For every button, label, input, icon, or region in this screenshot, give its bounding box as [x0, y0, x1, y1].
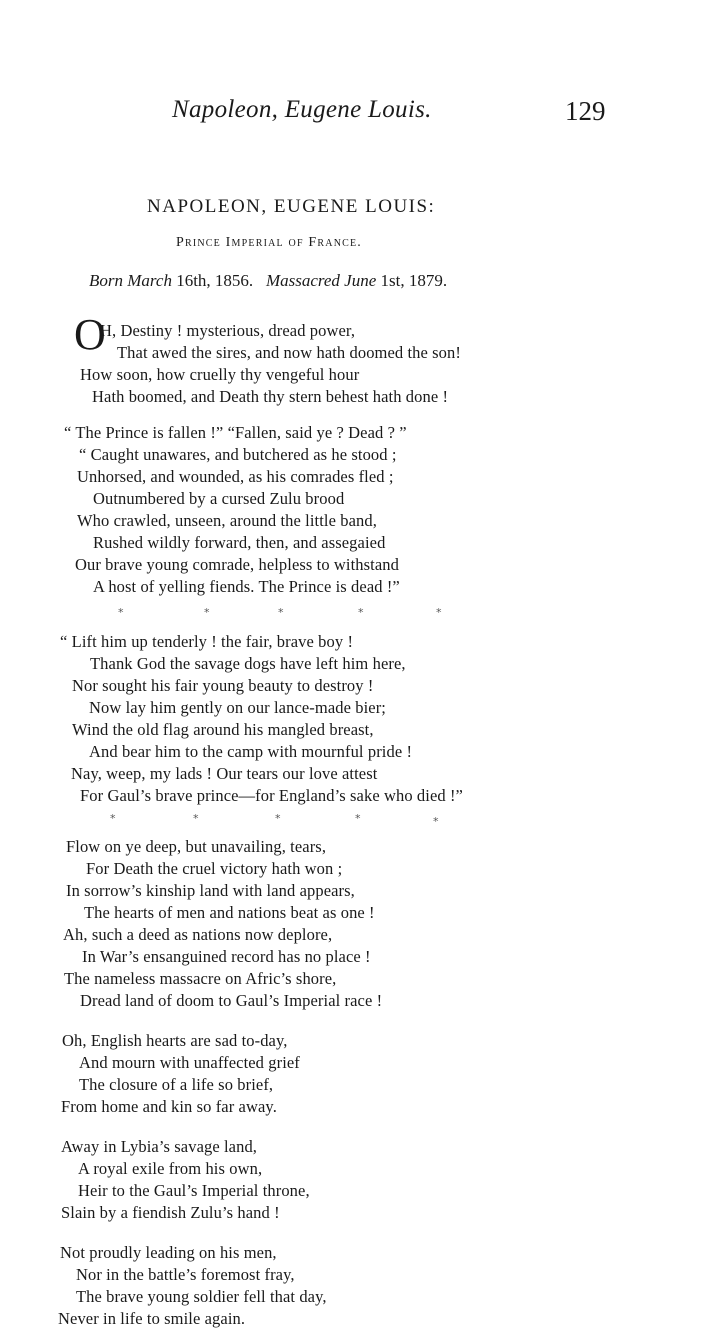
star-separator: *: [204, 606, 210, 619]
poem-line: Nor sought his fair young beauty to destroy !: [72, 676, 374, 695]
running-head: Napoleon, Eugene Louis.: [172, 96, 432, 123]
poem-line: In sorrow’s kinship land with land appears,: [66, 881, 355, 900]
star-separator: *: [275, 812, 281, 825]
poem-line: Our brave young comrade, helpless to withstand: [75, 555, 399, 574]
poem-dates: [89, 271, 447, 291]
poem-line: For Death the cruel victory hath won ;: [86, 859, 343, 878]
star-separator: *: [358, 606, 364, 619]
poem-line: Dread land of doom to Gaul’s Imperial race !: [80, 991, 383, 1010]
born-label: Born March: [89, 271, 172, 290]
poem-line: Unhorsed, and wounded, as his comrades fled ;: [77, 467, 394, 486]
page-number: 129: [565, 96, 606, 126]
poem-line: The hearts of men and nations beat as one !: [84, 903, 375, 922]
poem-line: The closure of a life so brief,: [79, 1075, 274, 1094]
poem-line: Thank God the savage dogs have left him here,: [90, 654, 406, 673]
poem-line: Heir to the Gaul’s Imperial throne,: [78, 1181, 310, 1200]
poem-line: H, Destiny ! mysterious, dread power,: [100, 321, 356, 340]
poem-line: And mourn with unaffected grief: [79, 1053, 300, 1072]
poem-line: “ Caught unawares, and butchered as he stood ;: [79, 445, 397, 464]
poem-line: Hath boomed, and Death thy stern behest hath done !: [92, 387, 449, 406]
poem-subtitle: Prince Imperial of France.: [176, 235, 363, 250]
poem-line: “ The Prince is fallen !” “Fallen, said ye ? Dead ? ”: [64, 423, 407, 442]
poem-line: Who crawled, unseen, around the little band,: [77, 511, 377, 530]
star-separator: *: [355, 812, 361, 825]
star-separator: *: [433, 815, 439, 828]
poem-line: Slain by a fiendish Zulu’s hand !: [61, 1203, 280, 1222]
poem-line: That awed the sires, and now hath doomed the son!: [117, 343, 461, 362]
poem-line: How soon, how cruelly thy vengeful hour: [80, 365, 360, 384]
star-separator: *: [110, 812, 116, 825]
died-label: Massacred June: [265, 271, 377, 290]
poem-line: Oh, English hearts are sad to-day,: [62, 1031, 288, 1050]
poem-line: Wind the old flag around his mangled breast,: [72, 720, 374, 739]
poem-line: And bear him to the camp with mournful pride !: [89, 742, 413, 761]
poem-title: NAPOLEON, EUGENE LOUIS:: [147, 196, 436, 217]
poem-line: From home and kin so far away.: [61, 1097, 277, 1116]
poem-line: A royal exile from his own,: [78, 1159, 263, 1178]
poem-line: Flow on ye deep, but unavailing, tears,: [66, 837, 327, 856]
died-date: 1st, 1879.: [380, 271, 448, 290]
poem-line: The brave young soldier fell that day,: [76, 1287, 327, 1306]
drop-cap: O: [74, 310, 106, 359]
poem-line: In War’s ensanguined record has no place !: [82, 947, 371, 966]
poem-line: Now lay him gently on our lance-made bier;: [89, 698, 386, 717]
poem-line: “ Lift him up tenderly ! the fair, brave boy !: [60, 632, 354, 651]
poem-line: Nor in the battle’s foremost fray,: [76, 1265, 295, 1284]
star-separator: *: [436, 606, 442, 619]
poem-line: For Gaul’s brave prince—for England’s sake who died !”: [80, 786, 463, 805]
poem-line: A host of yelling fiends. The Prince is dead !”: [93, 577, 400, 596]
poem-line: Away in Lybia’s savage land,: [61, 1137, 258, 1156]
poem-line: Not proudly leading on his men,: [60, 1243, 277, 1262]
star-separator: *: [278, 606, 284, 619]
star-separator: *: [118, 606, 124, 619]
poem-line: Nay, weep, my lads ! Our tears our love attest: [71, 764, 378, 783]
poem-line: The nameless massacre on Afric’s shore,: [64, 969, 337, 988]
star-separator: *: [193, 812, 199, 825]
poem-line: Outnumbered by a cursed Zulu brood: [93, 489, 345, 508]
born-date: 16th, 1856.: [176, 271, 254, 290]
poem-line: Ah, such a deed as nations now deplore,: [63, 925, 333, 944]
poem-line: Never in life to smile again.: [58, 1309, 246, 1328]
poem-line: Rushed wildly forward, then, and assegaied: [93, 533, 386, 552]
